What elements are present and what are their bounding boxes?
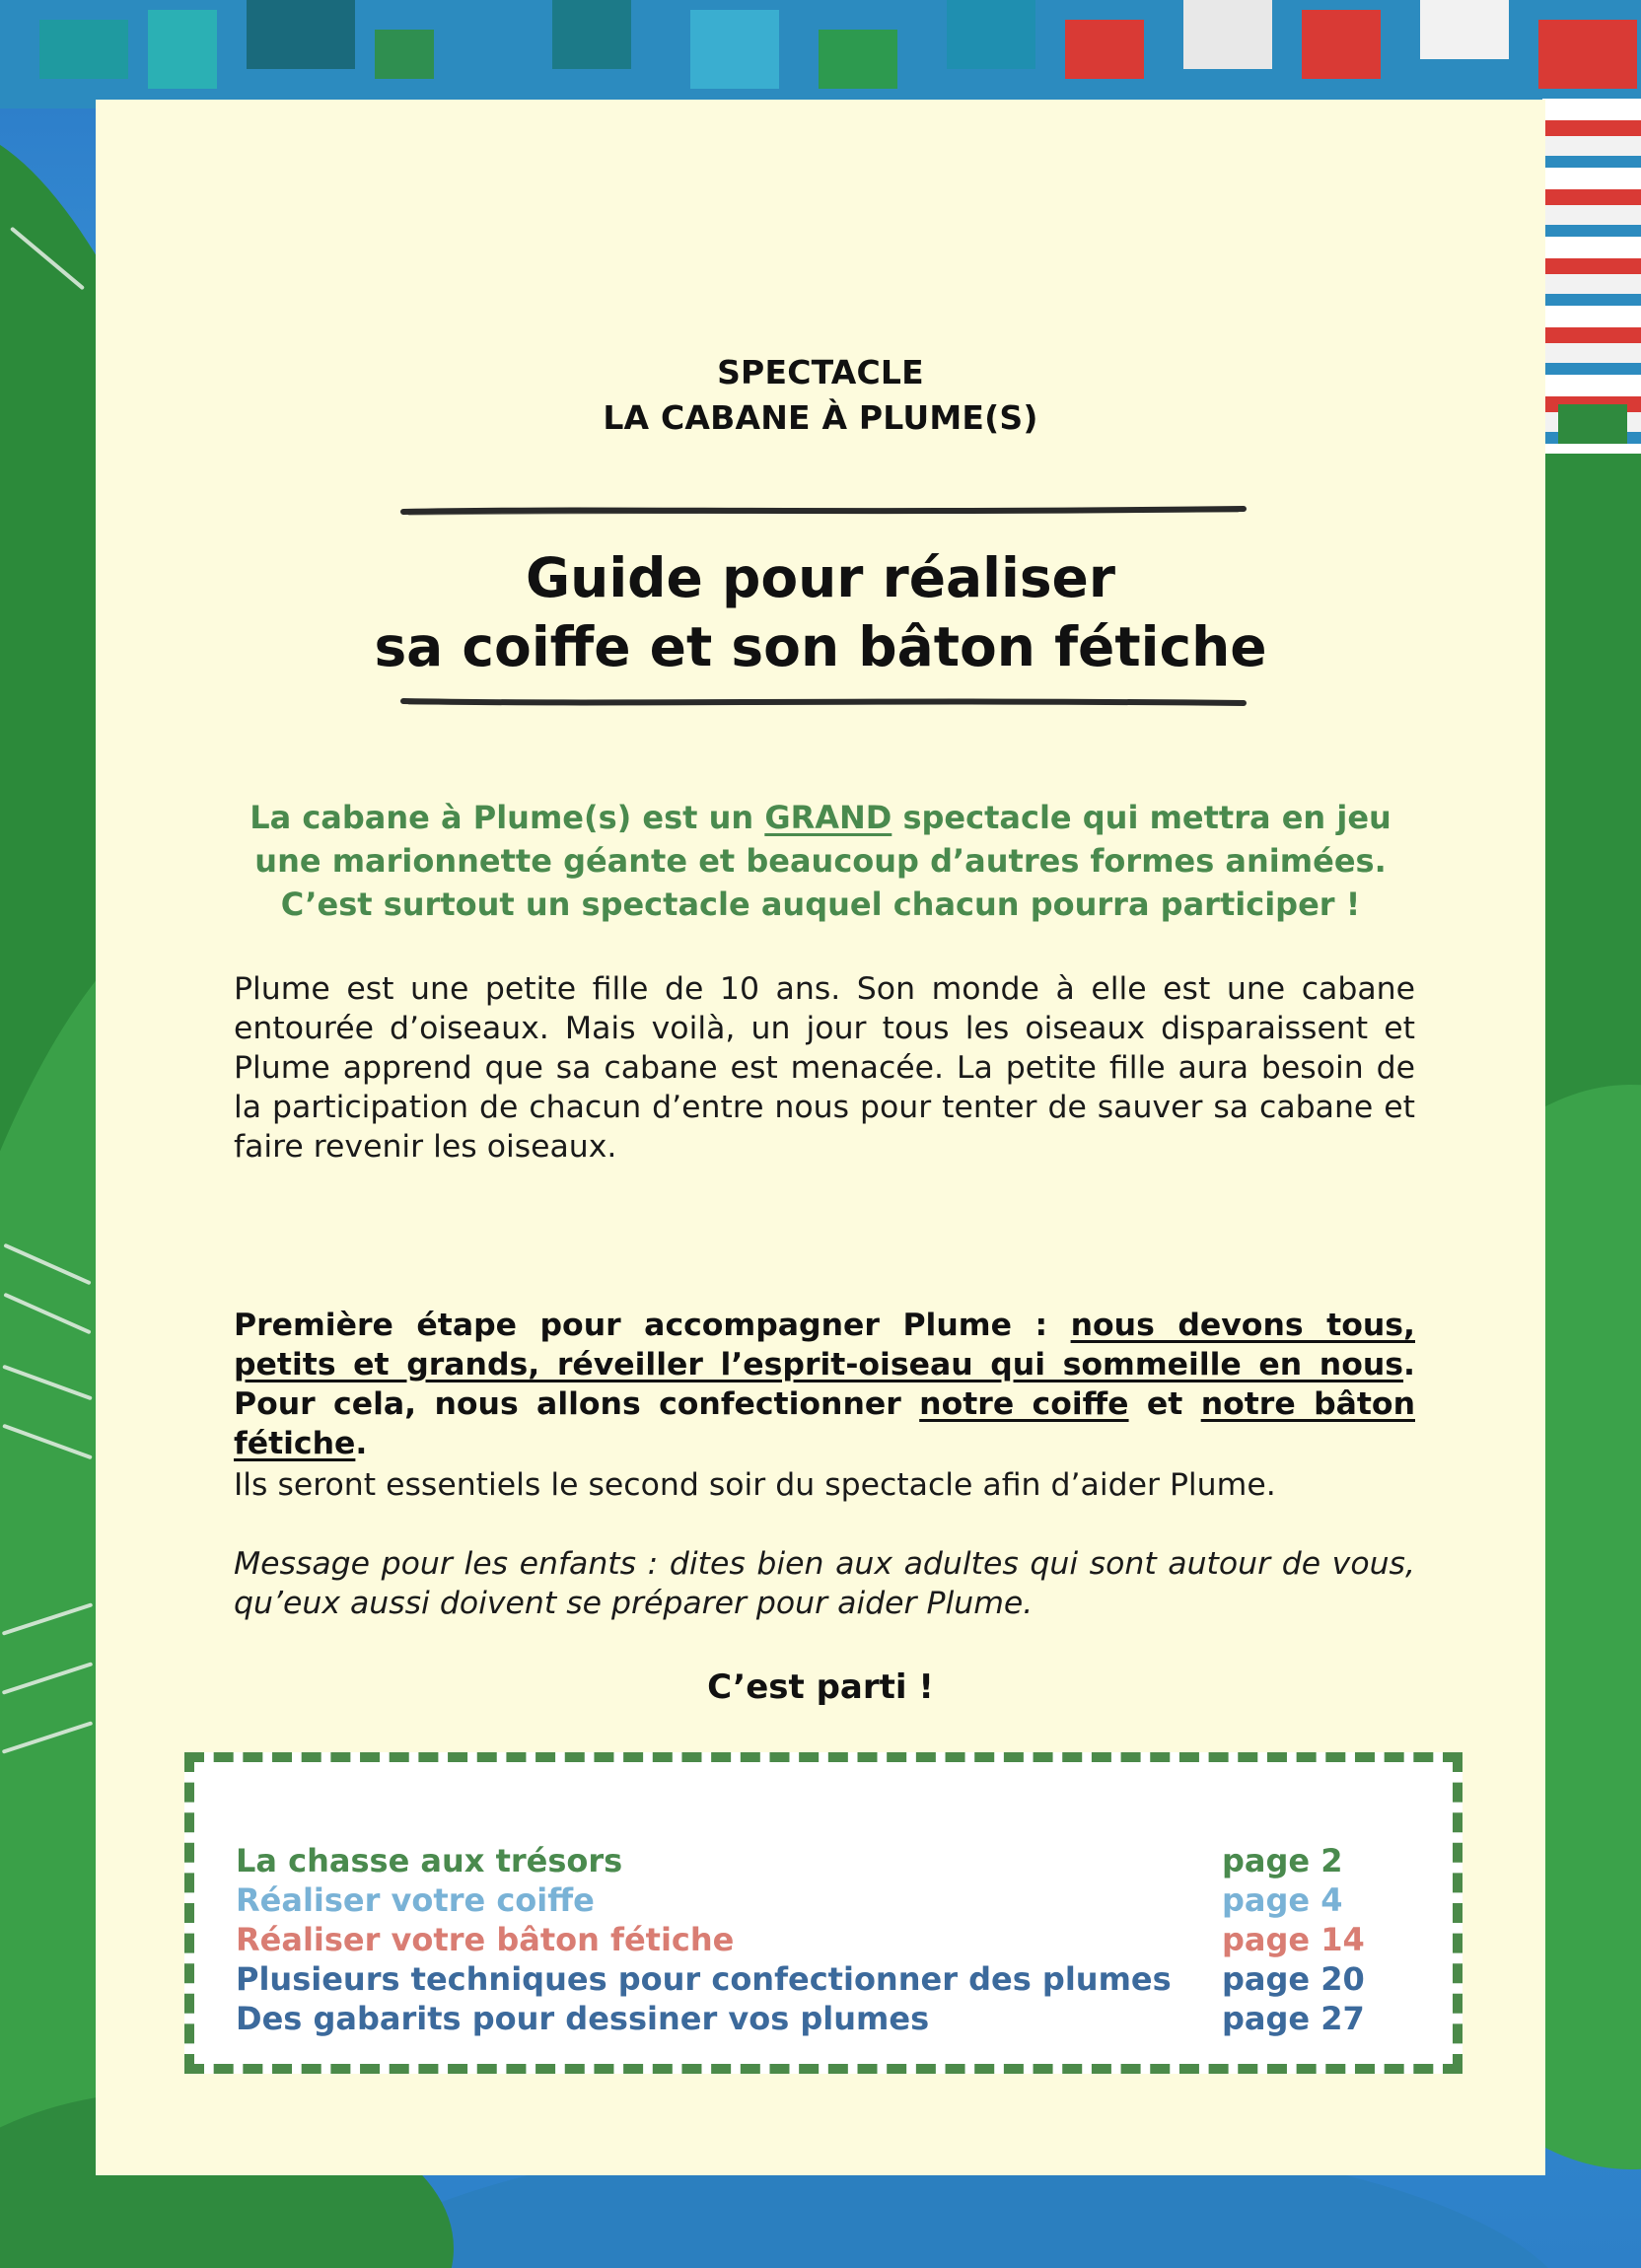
house-shape [1538,20,1637,89]
house-shape [947,0,1035,69]
house-shape [690,10,779,89]
toc-item-label: Réaliser votre bâton fétiche [236,1921,735,1958]
essential-paragraph: Ils seront essentiels le second soir du spectacle afin d’aider Plume. [234,1467,1276,1503]
page-title [96,543,1545,681]
first-step-b: . Pour cela, nous allons confectionner [234,1347,1415,1422]
show-heading-line1: SPECTACLE [717,353,924,391]
toc-item-page: page 2 [1222,1842,1343,1879]
first-step-a: Première étape pour accompagner Plume : [234,1308,1071,1343]
toc-item-page: page 27 [1222,2000,1365,2037]
page-title-line2: sa coiffe et son bâton fétiche [374,615,1267,678]
intro-line3: C’est surtout un spectacle auquel chacun pourra participer ! [280,886,1361,923]
toc-item-page: page 20 [1222,1960,1365,1998]
background-village-right [1542,99,1641,454]
toc-item-page: page 14 [1222,1921,1365,1958]
toc-item-label: Plusieurs techniques pour confectionner des plumes [236,1960,1172,1998]
toc-item-label: Réaliser votre coiffe [236,1881,595,1919]
page-title-line1: Guide pour réaliser [526,546,1115,609]
intro-part2: spectacle qui mettra en jeu [892,799,1391,836]
first-step-d: . [355,1426,368,1461]
toc-item-page: page 4 [1222,1881,1343,1919]
children-message: Message pour les enfants : dites bien aux adultes qui sont autour de vous, qu’eux aussi doivent se préparer pour aider Plume. [234,1546,1415,1621]
show-heading-line2: LA CABANE À PLUME(S) [603,398,1038,437]
first-step-u3: notre bâton fétiche [234,1386,1415,1461]
show-heading [96,350,1545,441]
toc-item-techniques[interactable] [236,1959,1368,1999]
house-shape [1183,0,1272,69]
toc-item-coiffe[interactable] [236,1880,1368,1920]
intro-text [214,796,1427,926]
intro-line2: une marionnette géante et beaucoup d’autres formes animées. [254,842,1387,880]
toc-item-treasure-hunt[interactable] [236,1841,1368,1880]
document-page [96,100,1545,2175]
first-step-u1: nous devons tous, petits et grands, réveiller l’esprit-oiseau qui sommeille en nous [234,1308,1415,1382]
intro-line1 [214,796,1427,839]
lets-go-text: C’est parti ! [707,1667,934,1707]
toc-item-label: Des gabarits pour dessiner vos plumes [236,2000,930,2037]
brush-rule-bottom [399,695,1248,709]
intro-part1: La cabane à Plume(s) est un [250,799,765,836]
house-shape [552,0,631,69]
first-step-c: et [1128,1386,1201,1422]
toc-item-label: La chasse aux trésors [236,1842,623,1879]
house-shape [819,30,897,89]
house-shape [1420,0,1509,59]
intro-grand: GRAND [764,799,892,836]
brush-rule-top [399,504,1248,518]
house-shape [247,0,355,69]
toc-item-gabarits[interactable] [236,1999,1368,2038]
house-shape [1065,20,1144,79]
table-of-contents [184,1752,1463,2074]
story-paragraph: Plume est une petite fille de 10 ans. Son monde à elle est une cabane entourée d’oiseaux. Mais voilà, un jour tous les oiseaux disparaissent et Plume apprend que sa cabane est menacée. La petite fille aura besoin de la participation de chacun d’entre nous pour tenter de sauver sa cabane et faire revenir les oiseaux. [234,971,1415,1165]
house-shape [148,10,217,89]
toc-item-baton[interactable] [236,1920,1368,1959]
house-shape [375,30,434,79]
first-step-paragraph [234,1306,1415,1463]
house-shape [1558,404,1627,444]
house-shape [1302,10,1381,79]
house-shape [39,20,128,79]
first-step-u2: notre coiffe [919,1386,1129,1422]
